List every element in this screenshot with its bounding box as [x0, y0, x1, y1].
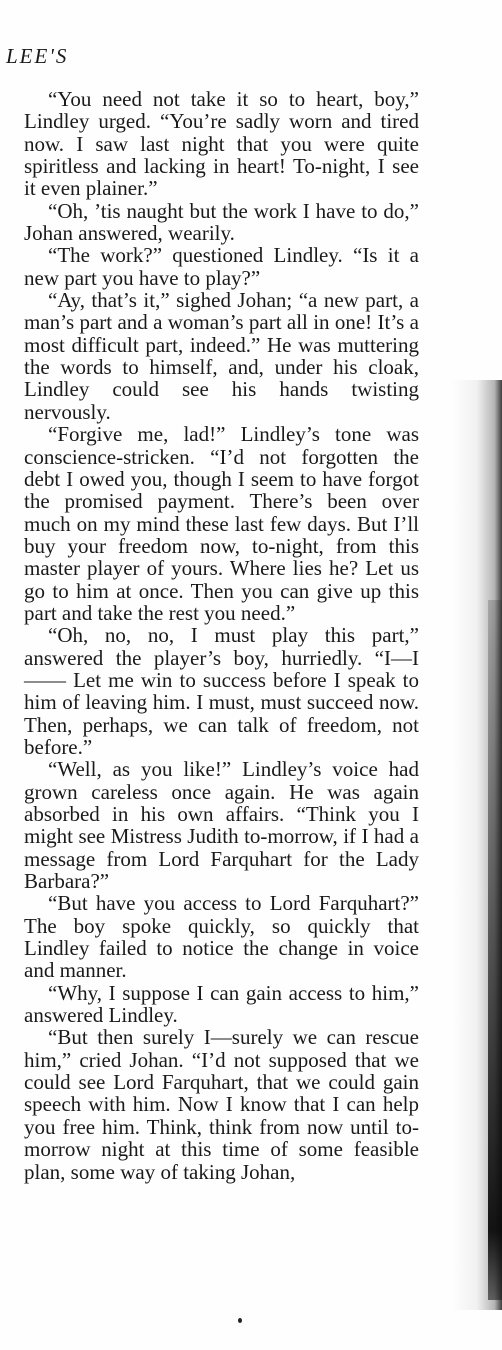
running-head: LEE'S [6, 44, 69, 68]
paragraph: “Forgive me, lad!” Lindley’s tone was conscience-stricken. “I’d not forgotten the debt I owed you, though I seem to have forgot the promised payment. There’s been over much on my mind these last few days. But I’ll buy your freedom now, to-night, from this master player of yours. Where lies he? Let us go to him at once. Then you can give up this part and take the rest you need.” [24, 422, 419, 625]
paragraph: “Well, as you like!” Lindley’s voice had grown careless once again. He was again absorbed in his own affairs. “Think you I might see Mistress Judith to-morrow, if I had a message from Lord Farquhart for the Lady Barbara?” [24, 757, 419, 894]
paragraph: “But have you access to Lord Farquhart?” The boy spoke quickly, so quickly that Lindley failed to notice the change in voice and manner. [24, 891, 419, 983]
ink-speck [238, 1318, 242, 1323]
paragraph: “But then surely I—surely we can rescue him,” cried Johan. “I’d not supposed that we could see Lord Farquhart, that we could gain speech with him. Now I know that I can help you free him. Think, think from now until to-morrow night at this time of some feasible plan, some way of taking Johan, [24, 1025, 419, 1184]
paragraph: “Why, I suppose I can gain access to him,” answered Lindley. [24, 980, 419, 1028]
paragraph: “Oh, no, no, I must play this part,” answered the player’s boy, hurriedly. “I—I—— Let me win to success before I speak to him of leaving him. I must, must succeed now. Then, perhaps, we can talk of freedom, not before.” [24, 623, 419, 759]
page-binding-edge [488, 600, 502, 1300]
paragraph: “You need not take it so to heart, boy,” Lindley urged. “You’re sadly worn and tired now. I saw last night that you were quite spiritless and lacking in heart! To-night, I see it even plainer.” [24, 87, 419, 201]
paragraph: “The work?” questioned Lindley. “Is it a new part you have to play?” [24, 243, 419, 290]
paragraph: “Oh, ’tis naught but the work I have to do,” Johan answered, wearily. [24, 198, 419, 246]
body-text [24, 88, 419, 1183]
paragraph: “Ay, that’s it,” sighed Johan; “a new part, a man’s part and a woman’s part all in one! It’s a most difficult part, indeed.” He was muttering the words to himself, and, under his cloak, Lindley could see his hands twisting nervously. [24, 288, 419, 424]
